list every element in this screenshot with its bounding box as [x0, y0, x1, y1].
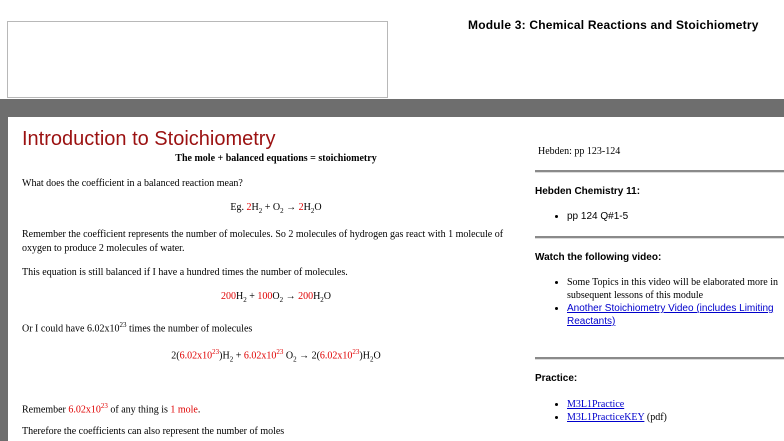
eq1-prefix: Eg. — [230, 202, 247, 213]
para4-mole: 1 mole — [170, 404, 198, 416]
top-gray-band — [0, 99, 784, 117]
para4-exp: 23 — [100, 402, 108, 410]
page-title: Introduction to Stoichiometry — [22, 128, 276, 150]
video-link[interactable]: Another Stoichiometry Video (includes Limiting Reactants) — [567, 303, 774, 327]
paragraph-4 — [22, 399, 512, 417]
eq1-coef-1: 2 — [246, 202, 252, 213]
practice-key-link[interactable]: M3L1PracticeKEY — [567, 412, 645, 423]
page-subtitle: The mole + balanced equations = stoichiometry — [175, 153, 377, 164]
eq3-exp-3: 23 — [352, 348, 360, 356]
eq2-coef-2: 100 — [257, 291, 273, 302]
para4-pre: Remember — [22, 404, 69, 416]
left-gray-strip — [0, 117, 8, 441]
paragraph-2: This equation is still balanced if I have a hundred times the number of molecules. — [22, 267, 348, 278]
hebden-heading: Hebden Chemistry 11: — [535, 186, 641, 197]
practice-link[interactable]: M3L1Practice — [567, 399, 625, 410]
eq3-exp-2: 23 — [276, 348, 284, 356]
eq2-plus: + — [246, 291, 258, 302]
eq1-sub-3: 2 — [310, 207, 315, 215]
eq3-o: O — [283, 350, 294, 362]
hebden-list — [553, 210, 781, 223]
eq2-coef-1: 200 — [220, 291, 236, 302]
eq1-product-o: O — [314, 202, 322, 213]
eq3-avogadro-1: 6.02x10 — [179, 350, 213, 362]
paragraph-3 — [22, 318, 512, 336]
eq2-sub-1: 2 — [243, 296, 247, 304]
equation-1 — [22, 201, 530, 218]
eq3-h: )H — [219, 350, 230, 362]
eq3-avogadro-2: 6.02x10 — [243, 350, 277, 362]
eq1-coef-2: 2 — [298, 202, 304, 213]
eq1-sub-1: 2 — [258, 207, 263, 215]
hebden-item: • pp 124 Q#1-5 — [567, 210, 781, 223]
eq2-reactant-2: O — [272, 291, 280, 302]
eq3-exp-1: 23 — [212, 348, 220, 356]
sidebar-divider-2 — [535, 236, 784, 239]
para3-post: times the number of molecules — [126, 323, 253, 335]
para4-mid: of any thing is — [107, 404, 171, 416]
eq2-coef-3: 200 — [298, 291, 314, 302]
eq2-sub-3: 2 — [320, 296, 324, 304]
practice-heading: Practice: — [535, 373, 578, 384]
main-content — [22, 117, 512, 441]
eq2-product-o: O — [323, 291, 332, 302]
paragraph-1: Remember the coefficient represents the number of molecules. So 2 molecules of hydrogen gas react with 1 molecule of oxygen to produce 2 molecules of water. — [22, 229, 504, 254]
eq1-arrow: → — [283, 202, 299, 213]
eq3-sub-2: 2 — [293, 355, 297, 364]
video-link-item — [567, 302, 781, 328]
sidebar-divider-1 — [535, 170, 784, 173]
sidebar-divider-3 — [535, 357, 784, 360]
eq3-product-h: )H — [359, 350, 370, 362]
eq1-product-h: H — [303, 202, 311, 213]
practice-key-suffix: (pdf) — [644, 412, 667, 423]
hebden-pages: Hebden: pp 123-124 — [538, 146, 621, 157]
video-list — [553, 276, 781, 328]
video-heading: Watch the following video: — [535, 252, 662, 263]
eq3-open: 2( — [171, 350, 180, 362]
eq3-plus: + — [233, 350, 244, 362]
para4-avogadro: 6.02x10 — [68, 404, 101, 416]
practice-item-1 — [567, 398, 781, 411]
practice-list — [553, 398, 781, 424]
video-note: • Some Topics in this video will be elaborated more in subsequent lessons of this module — [567, 276, 781, 302]
equation-3 — [22, 345, 530, 366]
eq3-sub-1: 2 — [229, 355, 234, 364]
eq1-sub-2: 2 — [280, 207, 284, 215]
question-text: What does the coefficient in a balanced reaction mean? — [22, 178, 243, 189]
eq3-sub-3: 2 — [369, 355, 374, 364]
header-logo-box — [7, 21, 388, 98]
eq2-arrow: → — [283, 291, 299, 302]
sidebar — [535, 117, 784, 441]
para4-post: . — [197, 404, 201, 416]
eq3-avogadro-3: 6.02x10 — [319, 350, 353, 362]
practice-item-2 — [567, 411, 781, 424]
eq2-product-h: H — [313, 291, 321, 302]
eq3-product-o: O — [373, 350, 381, 362]
para3-exp: 23 — [119, 321, 127, 329]
equation-2 — [22, 290, 530, 307]
module-title: Module 3: Chemical Reactions and Stoichiometry — [468, 18, 759, 32]
eq2-sub-2: 2 — [279, 296, 284, 304]
paragraph-5: Therefore the coefficients can also represent the number of moles — [22, 426, 285, 437]
eq2-reactant-1: H — [235, 291, 244, 302]
para3-pre: Or I could have 6.02x10 — [22, 323, 120, 335]
eq1-oxygen: + O — [262, 202, 281, 213]
eq1-reactant: H — [251, 202, 259, 213]
eq3-arrow: → 2( — [296, 350, 320, 362]
